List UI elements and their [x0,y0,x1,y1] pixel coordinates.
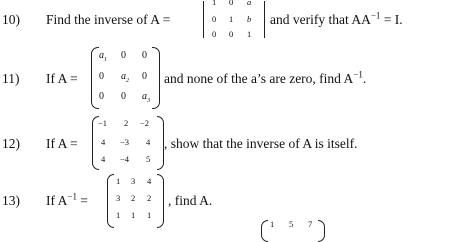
matrix-cell: 1 [270,219,275,229]
matrix-cell: a [247,0,252,7]
problem-13-number: 13) [2,193,20,208]
matrix-cell: 4 [146,137,151,147]
matrix-cell: 4 [101,154,106,164]
left-paren [91,47,99,109]
matrix-cell: $a_2$ [121,71,129,84]
matrix-cell: 5 [146,154,151,164]
matrix-cell: 3 [131,176,136,186]
matrix-cell: 0 [212,29,217,39]
problem-12-number: 12) [2,136,20,151]
right-paren [318,220,325,242]
matrix-cell: 0 [142,71,147,82]
right-paren [157,116,164,170]
matrix-cell: −4 [120,154,130,164]
matrix-cell: 0 [212,14,217,24]
matrix-cell: 0 [121,91,126,102]
problem-10-number: 10) [2,12,20,27]
matrix-cell: 2 [147,193,152,203]
matrix-cell: 3 [116,193,121,203]
matrix-cell: −1 [98,118,108,128]
problem-13-prefix: If $A^{-1}$ = [46,191,88,208]
matrix-cell: 0 [121,50,126,61]
problem-13-suffix: , find A. [168,193,213,208]
matrix-cell: 5 [289,219,294,229]
matrix-cell: −2 [140,118,150,128]
matrix-cell: 1 [131,210,136,220]
matrix-cell: 0 [99,71,104,82]
problem-10-suffix: and verify that $AA^{-1} = I$. [270,10,403,27]
right-paren [157,174,164,228]
matrix-cell: 0 [99,91,104,102]
matrix-cell: 1 [229,14,234,24]
left-paren [261,220,268,242]
matrix-cell: 0 [229,29,234,39]
right-paren [152,47,160,109]
problem-11-suffix: and none of the a’s are zero, find $A^{-1}$. [164,69,367,86]
matrix-cell: 1 [116,210,121,220]
problem-12-prefix: If A = [46,136,78,151]
problem-10-prefix: Find the inverse of A = [46,12,171,27]
matrix-cell: $a_1$ [99,50,107,63]
matrix-cell: 0 [142,50,147,61]
problem-12-suffix: , show that the inverse of A is itself. [164,136,358,151]
matrix-cell: 1 [147,210,152,220]
matrix-cell: 4 [147,176,152,186]
matrix-cell: $a_3$ [142,91,150,104]
matrix-cell: 2 [124,118,129,128]
matrix-cell: 1 [247,29,252,39]
matrix-cell: −3 [120,137,130,147]
matrix-cell: 7 [308,219,313,229]
matrix-cell: 4 [101,137,106,147]
matrix-cell: b [247,14,252,24]
problem-11-number: 11) [2,71,20,86]
matrix-cell: 0 [229,0,234,7]
left-paren [107,174,114,228]
matrix-cell: 2 [131,193,136,203]
matrix-cell: 1 [116,176,121,186]
problem-11-prefix: If A = [46,71,78,86]
matrix-cell: 1 [212,0,217,7]
